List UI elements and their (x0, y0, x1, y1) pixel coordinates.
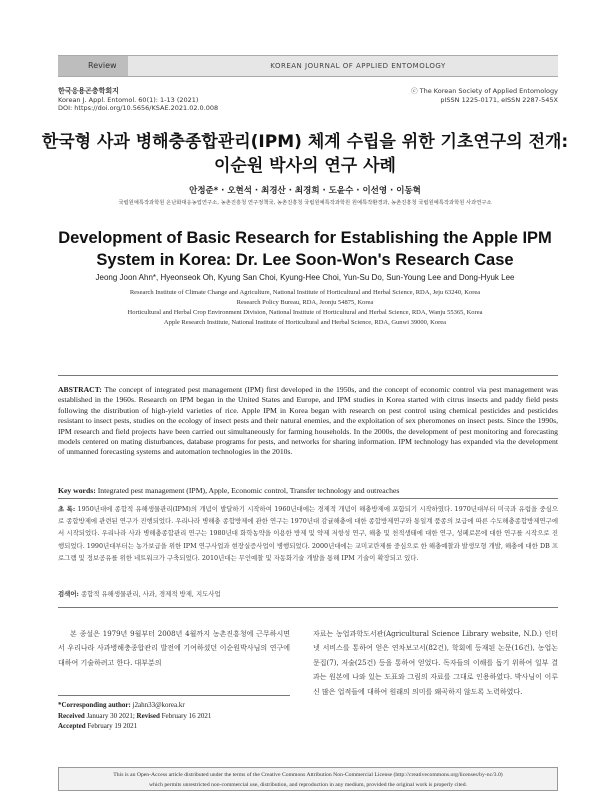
accepted-date: February 19 2021 (87, 722, 138, 731)
journal-header-bar (58, 55, 558, 77)
corresponding-email[interactable]: j2ahn33@korea.kr (132, 701, 185, 709)
divider (58, 375, 558, 376)
revised-date: February 16 2021 (161, 711, 212, 720)
keywords-korean-text: 종합적 유해생물관리, 사과, 경제적 방제, 지도사업 (80, 590, 221, 598)
received-label: Received (58, 711, 85, 720)
keywords (58, 486, 558, 495)
affiliations-english (40, 288, 570, 328)
abstract-korean (58, 503, 558, 564)
doi-link[interactable]: DOI: https://doi.org/10.5656/KSAE.2021.02.0.008 (58, 104, 219, 112)
affiliation-2: Research Policy Bureau, RDA, Jeonju 54875, Korea (236, 299, 374, 306)
title-korean: 한국형 사과 병해충종합관리(IPM) 체계 수립을 위한 기초연구의 전개: 이순원 박사의 연구 사례 (41, 132, 569, 176)
affiliation-1: Research Institute of Climate Change and Agriculture, National Institute of Horticultural and Herbal Science, RDA, Jeju 63240, Korea (129, 289, 481, 296)
citation: Korean J. Appl. Entomol. 60(1): 1-13 (2021) (58, 95, 199, 104)
journal-name-kr: 한국응용곤충학회지 (58, 87, 119, 95)
keywords-korean (58, 589, 558, 598)
received-date: January 30 2021; (86, 711, 135, 720)
authors-english: Jeong Joon Ahn*, Hyeonseok Oh, Kyung San Choi, Kyung-Hee Choi, Yun-Su Do, Sun-Young Lee and Dong-Hyuk Lee (95, 273, 515, 282)
correspondence-block (58, 695, 290, 732)
copyright-block (298, 87, 558, 104)
abstract-korean-label: 초 록: (58, 505, 76, 513)
title-english: Development of Basic Research for Establishing the Apple IPM System in Korea: Dr. Lee Soon-Won's Research Case (58, 229, 552, 269)
revised-label: Revised (136, 711, 160, 720)
body-text-right: 자료는 농업과학도서관(Agricultural Science Library website, N.D.) 인터넷 서비스를 통하여 얻은 연차보고서(82건), 학회에 등재된 논문(16건), 농업논문집(7), 저술(25건) 등을 통하여 얻었다. 독자들의 이해를 돕기 위하여 일부 결과는 원본에 나와 있는 도표와 그림의 자료를 그대로 인용하였다. 박사님이 이루신 많은 업적들에 대하여 원래의 의미를 왜곡하지 않도록 노력하였다. (313, 630, 558, 696)
divider (58, 607, 558, 608)
abstract-korean-text: 1950년대에 종합적 유해생물관리(IPM)의 개념이 발달하기 시작하여 1960년대에는 경제적 개념이 해충방제에 포함되기 시작하였다. 1970년대부터 미국과 유럽을 중심으로 종합방제에 관련된 연구가 진행되었다. 우리나라 병해충 종합방제에 관한 연구는 1970년대 감귤해충에 대한 종합방제연구와 통일계 품종의 보급에 따른 수도해충종합방제연구에서 시작되었다. 우리나라 사과 병해충종합관리 연구는 1980년대 화학농약을 이용한 방제 및 약제 저항성 연구, 해충 및 천적생태에 대한 연구, 성페로몬에 대한 연구를 시작으로 진행되었다. 1990년대부터는 농가보급을 위한 IPM 연구사업과 현장실증사업이 병행되었다. 2000년대에는 교미교란제를 중심으로 한 해충예찰과 발생모형 개발, 해충에 대한 DB 프로그램 및 정보공유를 위한 네트워크가 구축되었다. 2010년대는 무인예찰 및 자동화기술 개발을 통해 IPM 기술이 확장되고 있다. (58, 505, 558, 562)
open-access-line-1: This is an Open-Access article distributed under the terms of the Creative Commons Attribution Non-Commercial License (http://creativecommons.org/licenses/by-nc/3.0) (113, 772, 503, 778)
open-access-notice (58, 767, 558, 791)
body-text-left: 본 종설은 1979년 9월부터 2008년 4월까지 농촌진흥청에 근무하시면서 우리나라 사과병해충종합관리 발전에 기여하셨던 이순원박사님의 연구에 대하여 기술하려고 한다. 대부분의 (58, 630, 290, 667)
section-label: Review (58, 56, 128, 76)
corresponding-label: *Corresponding author: (58, 701, 131, 709)
affiliation-4: Apple Research Institute, National Institute of Horticultural and Herbal Science, RDA, Gunwi 39000, Korea (163, 319, 447, 326)
keywords-text: Integrated pest management (IPM), Apple, Economic control, Transfer technology and outreaches (97, 486, 400, 495)
authors-korean: 안정준* · 오현석 · 최경산 · 최경희 · 도윤수 · 이선영 · 이동혁 (189, 186, 421, 196)
accepted-label: Accepted (58, 722, 86, 731)
abstract-text: The concept of integrated pest management (IPM) first developed in the 1950s, and the concept of economic control via pest management was established in the 1960s. Research on IPM began in the United States and Europe, and IPM studies in Korea started with citrus insects and paddy field pests following the distribution of high-yield varieties of rice. Apple IPM in Korea began with research on pest control using chemical pesticides and pesticides resistant to insect pests, studies on the ecology of insect pests and their natural enemies, and the exploitation of sex pheromones on insect pests. Since the 1990s, IPM research and field projects have been carried out simultaneously for farming households. In the 2000s, the development of pest monitoring and forecasting models centered on mating disturbances, database programs for pests, and networks for sharing information. IPM technology has expanded via the development of unmanned forecasting systems and automation technologies in the 2010s. (58, 385, 558, 457)
divider (58, 498, 558, 499)
affiliations-korean: 국립원예특작과학원 온난화대응농업연구소, 농촌진흥청 연구정책국, 농촌진흥청 국립원예특작과학원 원예특작환경과, 농촌진흥청 국립원예특작과학원 사과연구소 (118, 200, 492, 206)
journal-name: KOREAN JOURNAL OF APPLIED ENTOMOLOGY (270, 62, 446, 70)
keywords-label: Key words: (58, 486, 96, 495)
keywords-korean-label: 검색어: (58, 590, 79, 598)
abstract-label: ABSTRACT: (58, 385, 102, 394)
abstract (58, 385, 558, 458)
open-access-line-2: which permits unrestricted non-commercial use, distribution, and reproduction in any medium, provided the original work is properly cited. (149, 782, 467, 788)
citation-block (58, 87, 318, 113)
issn: pISSN 1225-0171, eISSN 2287-545X (440, 95, 558, 104)
copyright: ⓒ The Korean Society of Applied Entomology (411, 87, 558, 95)
affiliation-3: Horticultural and Herbal Crop Environment Division, National Institute of Horticultural and Herbal Science, RDA, Wanju 55365, Korea (127, 309, 483, 316)
